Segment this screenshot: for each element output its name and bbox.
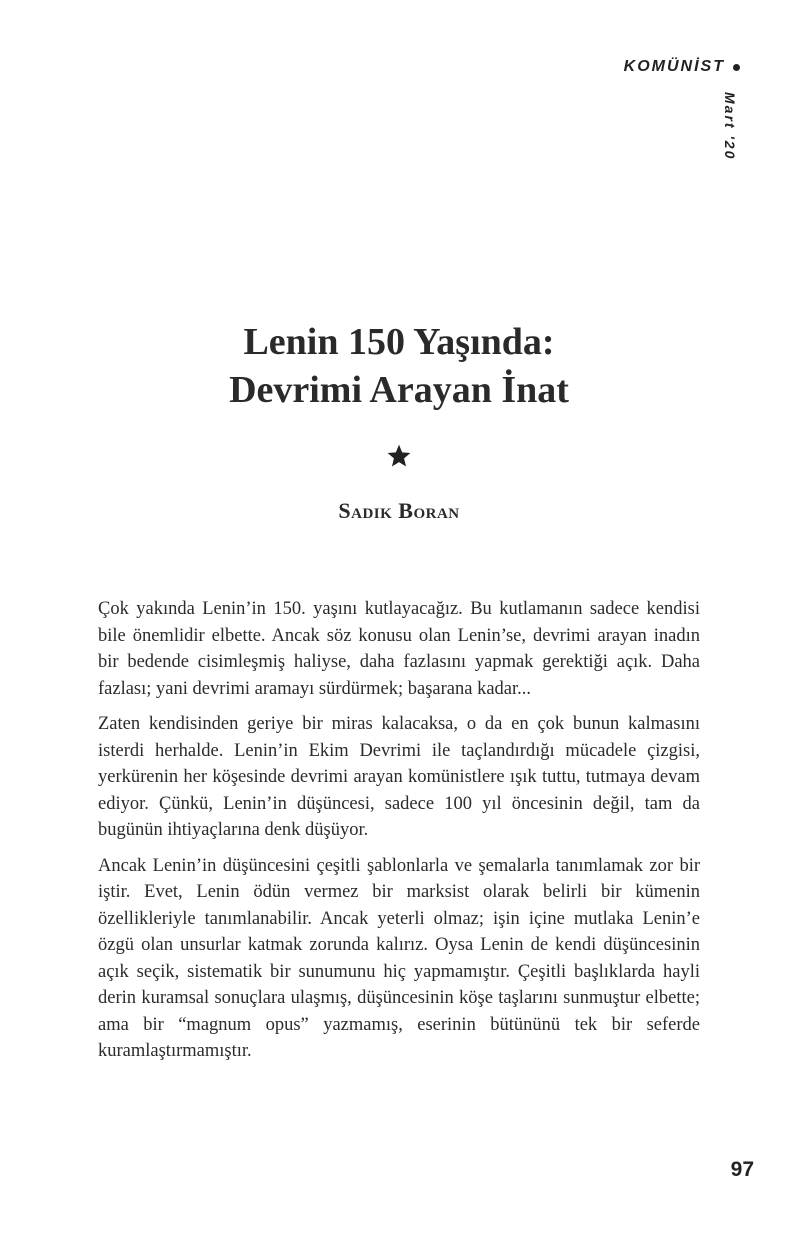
paragraph-3: Ancak Lenin’in düşüncesini çeşitli şablonlarla ve şemalarla tanımlamak zor bir iştir. Evet, Lenin ödün vermez bir marksist olarak belirli bir kümenin özellikleriyle tanımlanabilir. Ancak yeterli olmaz; işin içine mutlaka Lenin’e özgü olan unsurlar katmak zorunda kalırız. Oysa Lenin de kendi düşüncesinin açık seçik, sistematik bir sunumunu hiç yapmamıştır. Çeşitli başlıklarda hayli derin kuramsal sonuçlara ulaşmış, düşüncesinin köşe taşlarını sunmuştur elbette; ama bir “magnum opus” yazmamış, eserinin bütününü tek bir seferde kuramlaştırmamıştır. <box>98 855 700 1061</box>
running-head <box>624 58 740 76</box>
paragraph-1: Çok yakında Lenin’in 150. yaşını kutlayacağız. Bu kutlamanın sadece kendisi bile önemlidir elbette. Ancak söz konusu olan Lenin’se, devrimi arayan inadın bir bedende cisimleşmiş haliyse, daha fazlasını yapmak gerektiği açık. Daha fazlası; yani devrimi aramayı sürdürmek; başarana kadar... <box>98 599 700 699</box>
page-number: 97 <box>730 1158 754 1181</box>
star-icon <box>386 443 412 469</box>
magazine-name: KOMÜNİST <box>623 58 725 75</box>
article-title <box>0 318 798 414</box>
issue-date: Mart '20 <box>722 92 738 161</box>
title-line-1: Lenin 150 Yaşında: <box>243 321 555 363</box>
article-body <box>98 596 700 1074</box>
title-line-2: Devrimi Arayan İnat <box>229 369 569 411</box>
bullet-dot-icon <box>733 64 740 71</box>
paragraph-2: Zaten kendisinden geriye bir miras kalacaksa, o da en çok bunun kalmasını isterdi herhalde. Lenin’in Ekim Devrimi ile taçlandırdığı mücadele çizgisi, yerkürenin her köşesinde devrimi arayan komünistlere ışık tuttu, tutmaya devam ediyor. Çünkü, Lenin’in düşüncesi, sadece 100 yıl öncesinin değil, tam da bugünün ihtiyaçlarına denk düşüyor. <box>98 714 700 840</box>
author-name: Sadık Boran <box>338 498 460 523</box>
